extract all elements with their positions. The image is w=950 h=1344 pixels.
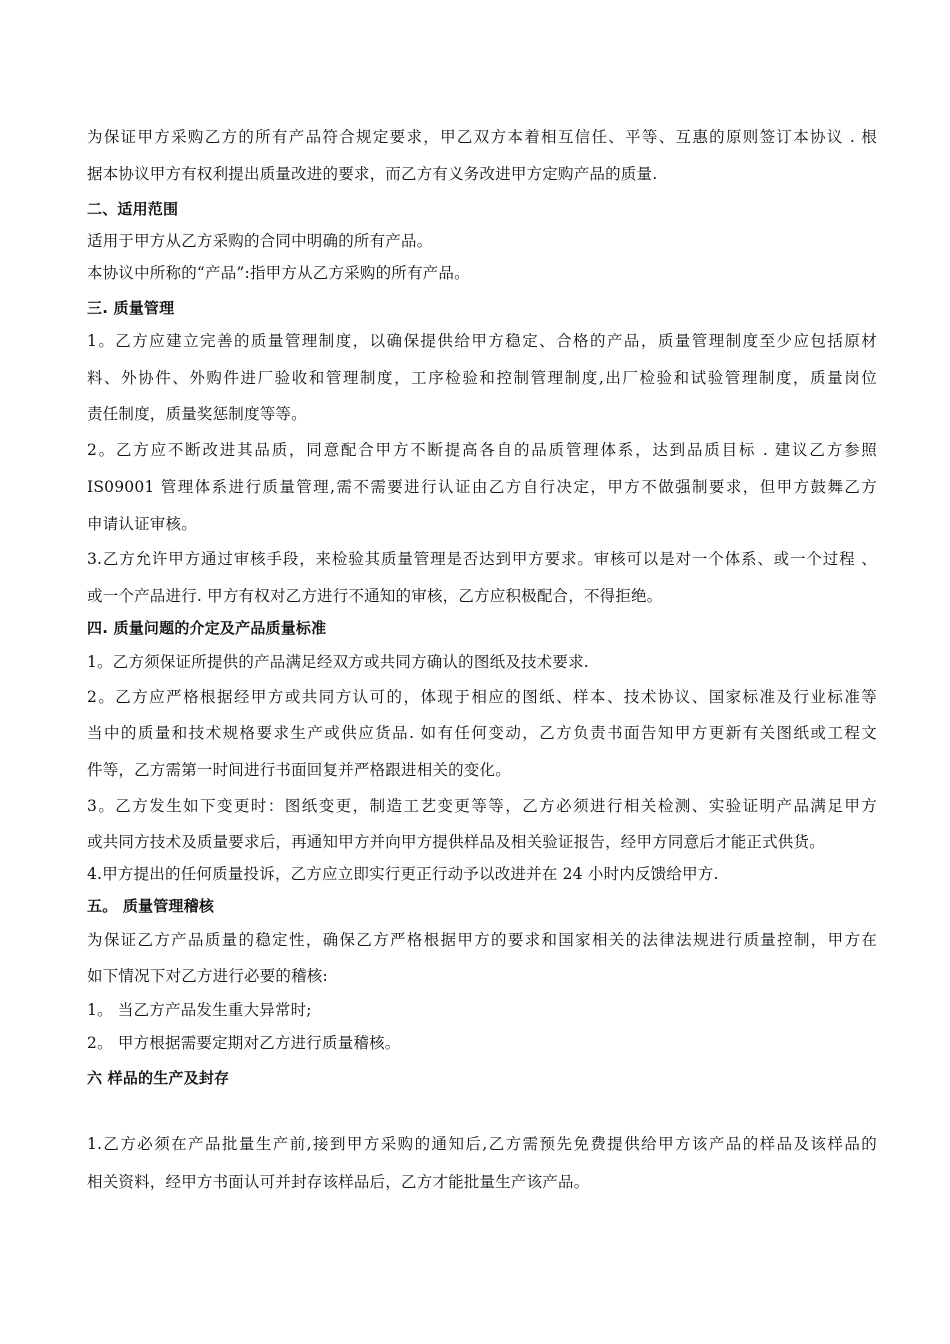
section-3-line-3: 责任制度，质量奖惩制度等等。 bbox=[87, 405, 307, 423]
section-3-line-6: 申请认证审核。 bbox=[87, 515, 197, 533]
section-6-heading: 六 样品的生产及封存 bbox=[87, 1069, 230, 1087]
section-3-line-4: 2。乙方应不断改进其品质，同意配合甲方不断提高各自的品质管理体系，达到品质目标 . 建议乙方参照 bbox=[87, 441, 877, 459]
section-4-line-1: 1。乙方须保证所提供的产品满足经双方或共同方确认的图纸及技术要求. bbox=[87, 653, 589, 671]
section-2-heading: 二、适用范围 bbox=[87, 200, 179, 218]
section-4-line-3: 当中的质量和技术规格要求生产或供应货品. 如有任何变动，乙方负责书面告知甲方更新有关图纸或工程文 bbox=[87, 724, 877, 742]
section-2-line-2: 本协议中所称的“产品”:指甲方从乙方采购的所有产品。 bbox=[87, 264, 470, 282]
section-4-line-7: 4.甲方提出的任何质量投诉，乙方应立即实行更正行动予以改进并在 24 小时内反馈给甲方. bbox=[87, 865, 719, 883]
section-5-line-1: 为保证乙方产品质量的稳定性，确保乙方严格根据甲方的要求和国家相关的法律法规进行质量控制，甲方在 bbox=[87, 931, 877, 949]
section-5-line-2: 如下情况下对乙方进行必要的稽核: bbox=[87, 967, 328, 985]
section-5-line-4: 2。 甲方根据需要定期对乙方进行质量稽核。 bbox=[87, 1034, 401, 1052]
section-3-line-2: 料、外协件、外购件进厂验收和管理制度，工序检验和控制管理制度,出厂检验和试验管理制度，质量岗位 bbox=[87, 369, 877, 387]
section-5-heading: 五。 质量管理稽核 bbox=[87, 897, 215, 915]
section-3-heading: 三. 质量管理 bbox=[87, 299, 175, 317]
intro-line-2: 据本协议甲方有权利提出质量改进的要求，而乙方有义务改进甲方定购产品的质量. bbox=[87, 165, 658, 183]
section-3-line-8: 或一个产品进行. 甲方有权对乙方进行不通知的审核，乙方应积极配合，不得拒绝。 bbox=[87, 587, 663, 605]
intro-line-1: 为保证甲方采购乙方的所有产品符合规定要求，甲乙双方本着相互信任、平等、互惠的原则签订本协议 . 根 bbox=[87, 128, 877, 146]
section-4-line-2: 2。乙方应严格根据经甲方或共同方认可的，体现于相应的图纸、样本、技术协议、国家标准及行业标准等 bbox=[87, 688, 877, 706]
section-6-line-2: 相关资料，经甲方书面认可并封存该样品后，乙方才能批量生产该产品。 bbox=[87, 1173, 590, 1191]
section-4-line-5: 3。乙方发生如下变更时：图纸变更，制造工艺变更等等，乙方必须进行相关检测、实验证明产品满足甲方 bbox=[87, 797, 877, 815]
section-3-line-1: 1。乙方应建立完善的质量管理制度，以确保提供给甲方稳定、合格的产品，质量管理制度至少应包括原材 bbox=[87, 332, 877, 350]
section-6-line-1: 1.乙方必须在产品批量生产前,接到甲方采购的通知后,乙方需预先免费提供给甲方该产品的样品及该样品的 bbox=[87, 1135, 877, 1153]
section-3-line-5: IS09001 管理体系进行质量管理,需不需要进行认证由乙方自行决定，甲方不做强制要求，但甲方鼓舞乙方 bbox=[87, 478, 877, 496]
section-4-heading: 四. 质量问题的介定及产品质量标准 bbox=[87, 619, 327, 637]
section-5-line-3: 1。 当乙方产品发生重大异常时; bbox=[87, 1001, 312, 1019]
section-4-line-6: 或共同方技术及质量要求后，再通知甲方并向甲方提供样品及相关验证报告，经甲方同意后才能正式供货。 bbox=[87, 833, 825, 851]
section-3-line-7: 3.乙方允许甲方通过审核手段，来检验其质量管理是否达到甲方要求。审核可以是对一个体系、或一个过程 、 bbox=[87, 550, 877, 568]
section-4-line-4: 件等，乙方需第一时间进行书面回复并严格跟进相关的变化。 bbox=[87, 761, 511, 779]
section-2-line-1: 适用于甲方从乙方采购的合同中明确的所有产品。 bbox=[87, 232, 433, 250]
